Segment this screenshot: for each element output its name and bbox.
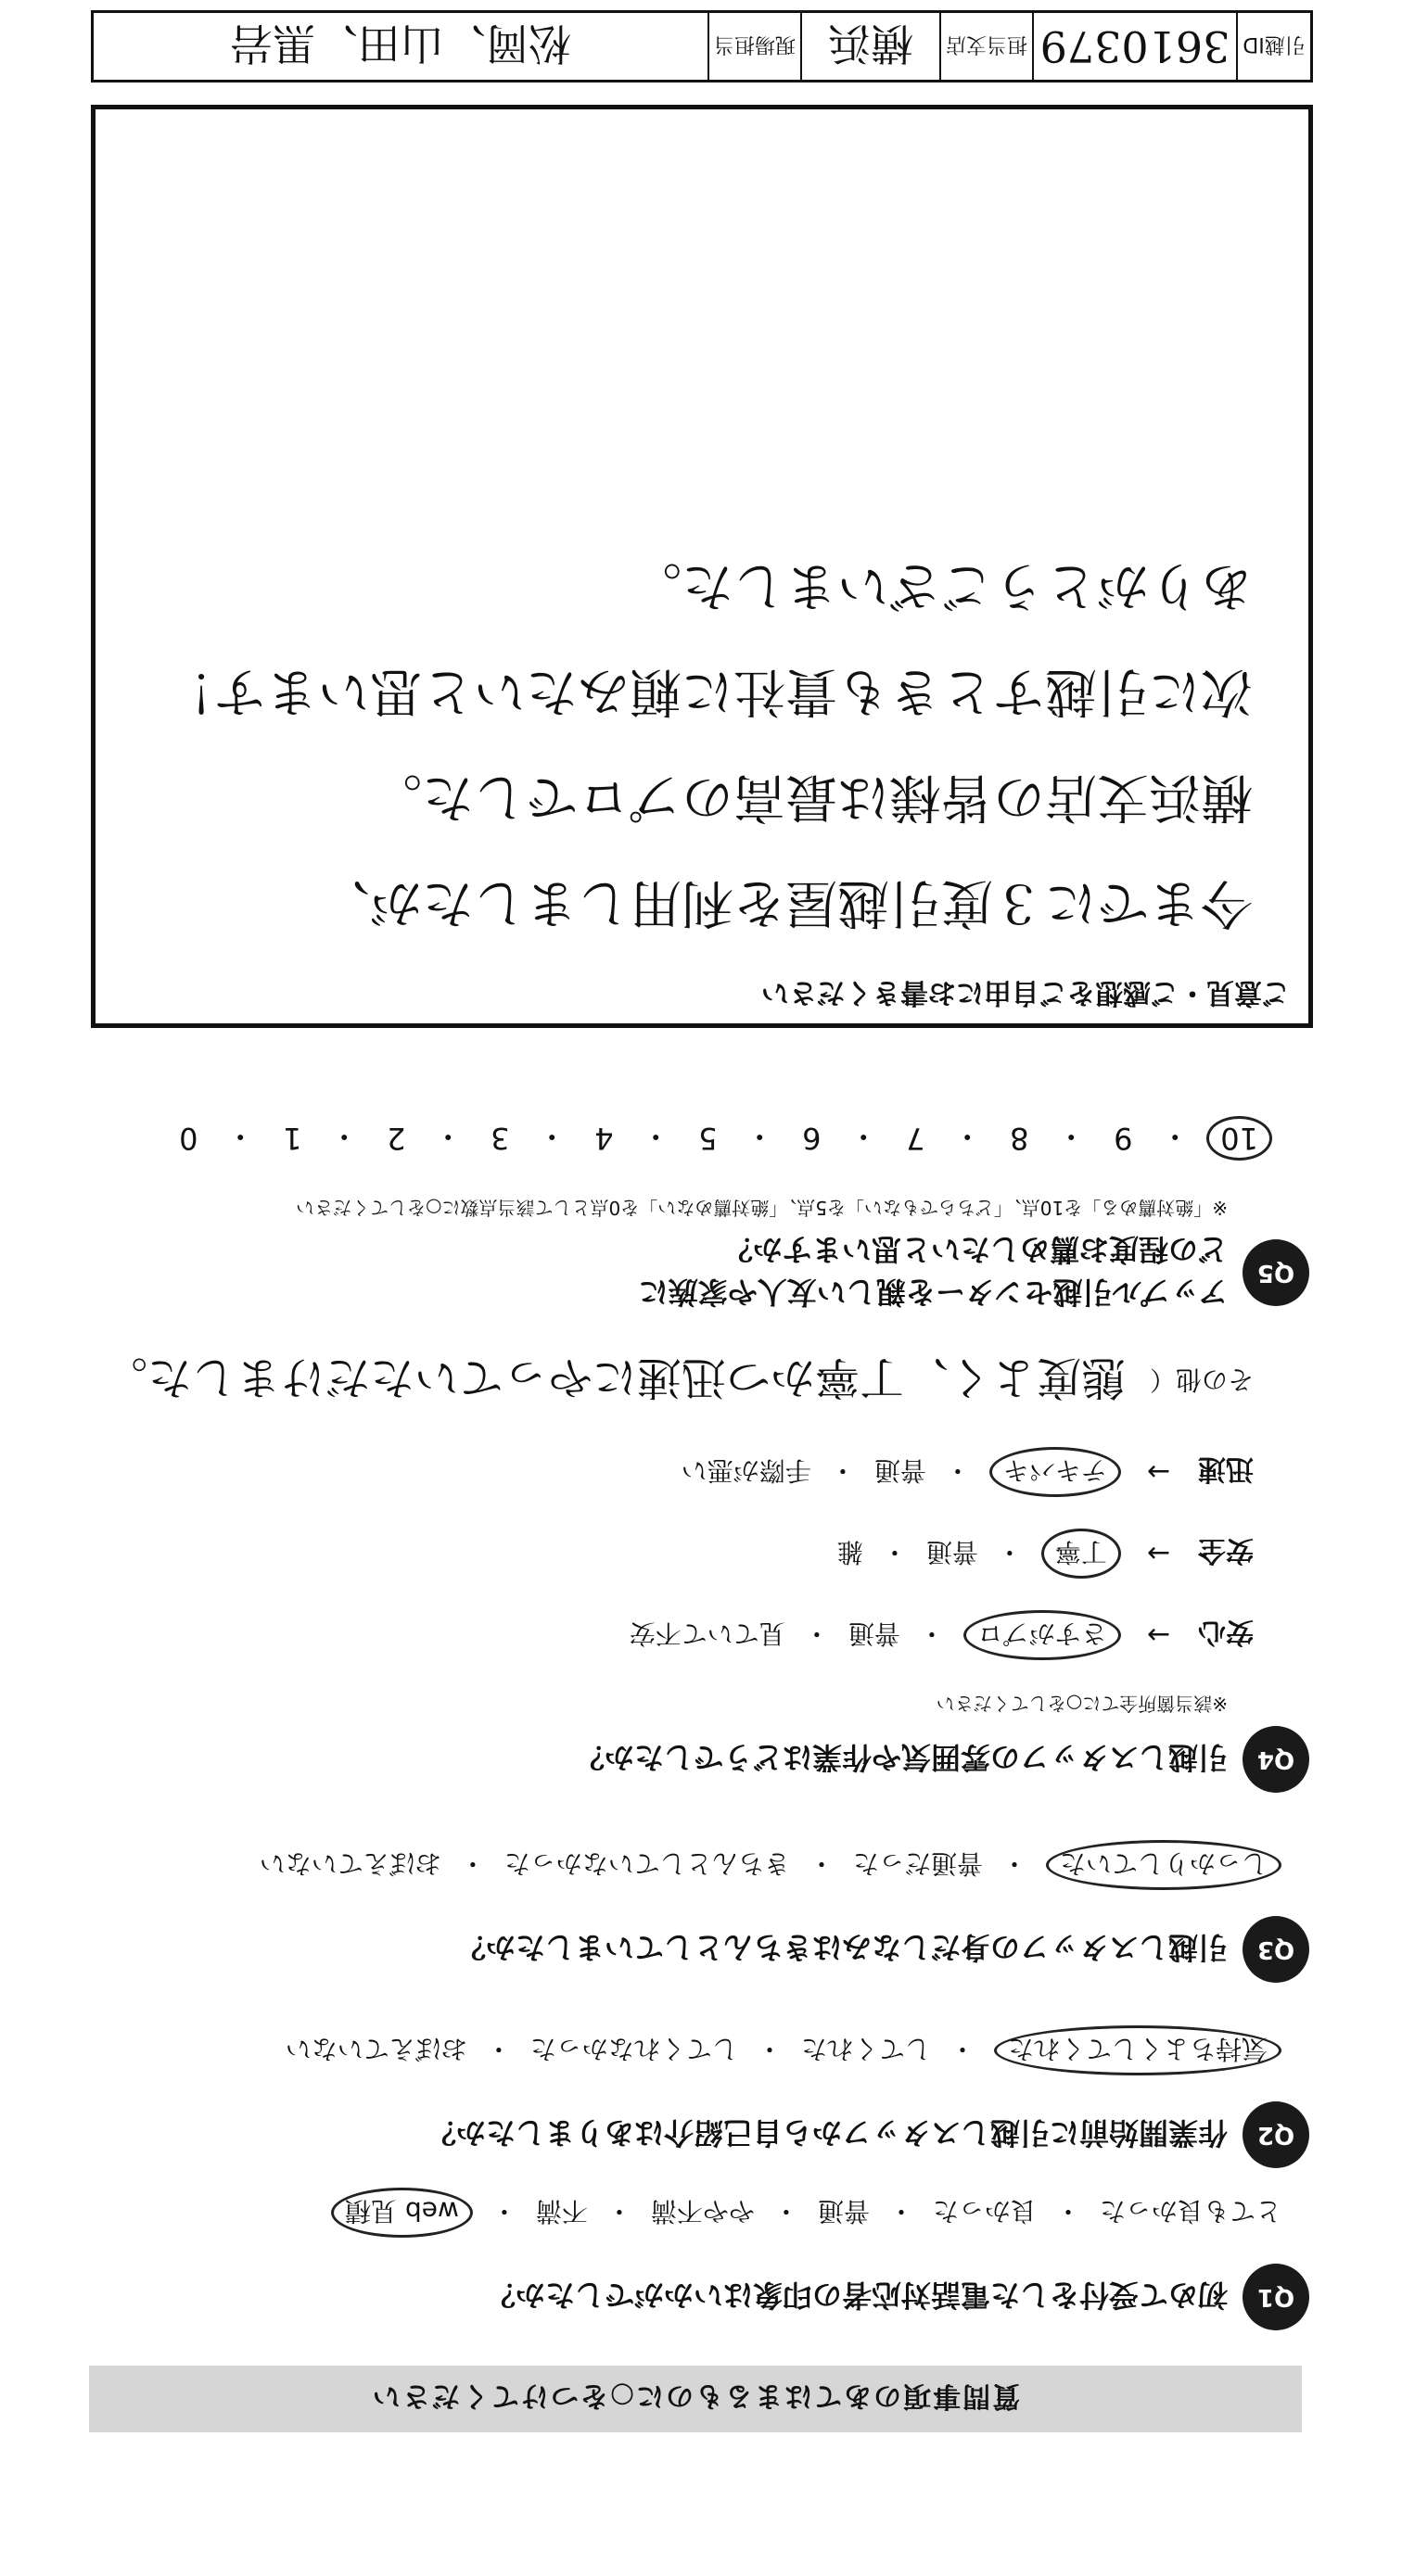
q5-score[interactable]: 4	[594, 1121, 614, 1156]
q4-row-label: 迅速	[1198, 1453, 1254, 1485]
branch-label: 担当支店	[946, 32, 1028, 57]
q5-score[interactable]: 5	[698, 1121, 718, 1156]
q4-row-anshin: 安心 → さすがプロ ・ 普通 ・ 見ていて不安	[95, 1610, 1309, 1660]
q1-option[interactable]: 良かった	[932, 2196, 1037, 2227]
q2-option[interactable]: してくれた	[800, 2034, 931, 2064]
comment-line: 次に引越すときも貴社に頼みたいと思います！	[162, 661, 1253, 721]
comment-line: 横浜支店の皆様は最高のプロでした。	[370, 767, 1253, 827]
q1-option[interactable]: 不満	[535, 2196, 588, 2227]
q4-option[interactable]: 普通	[873, 1455, 926, 1486]
q5-badge: Q5	[1243, 1239, 1309, 1306]
q5-score[interactable]: 9	[1114, 1121, 1133, 1156]
id-label-cell	[1236, 13, 1310, 80]
q4-badge: Q4	[1243, 1726, 1309, 1793]
q2-option[interactable]: してくれなかった	[529, 2034, 738, 2064]
q4-note: ※該当箇所全てに○をしてください	[936, 1693, 1228, 1715]
question-4	[95, 1350, 1309, 1793]
instruction-text: 質問事項のあてはまるものに○をつけてください	[370, 2379, 1021, 2412]
comment-title: ご意見・ご感想をご自由にお書きください	[761, 976, 1290, 1009]
q4-option[interactable]: 普通	[925, 1537, 978, 1567]
id-label: 引越ID	[1243, 32, 1306, 57]
q1-text: 初めて受付をした電話対応者の印象はいかがでしたか？	[485, 2278, 1228, 2313]
question-3	[95, 1840, 1309, 1983]
q1-option[interactable]: とても良かった	[1099, 2196, 1281, 2227]
branch-value-cell[interactable]	[800, 13, 939, 80]
branch-label-cell	[939, 13, 1032, 80]
question-5	[95, 1116, 1309, 1315]
q5-score[interactable]: 2	[387, 1121, 406, 1156]
q5-score-selected[interactable]: 10	[1206, 1116, 1272, 1161]
arrow-icon: →	[1146, 1537, 1170, 1570]
q4-row-label: 安全	[1198, 1534, 1254, 1567]
q4-option-selected[interactable]: 丁寧	[1041, 1529, 1121, 1579]
instruction-banner	[89, 2366, 1302, 2432]
footer-table	[91, 10, 1313, 82]
q4-option[interactable]: 手際が悪い	[681, 1455, 811, 1486]
id-value: 3610379	[1039, 21, 1230, 71]
q3-badge: Q3	[1243, 1916, 1309, 1983]
staff-label: 現場担当	[714, 32, 797, 57]
comment-line: ありがとうございました。	[630, 555, 1253, 615]
comment-line: 今までに３度引越屋を利用しましたが、	[318, 872, 1253, 933]
q5-score[interactable]: 8	[1010, 1121, 1029, 1156]
q2-options: 気持ちよくしてくれた ・ してくれた ・ してくれなかった ・ おぼえていない	[95, 2025, 1309, 2075]
q5-score[interactable]: 1	[283, 1121, 302, 1156]
q1-badge: Q1	[1243, 2264, 1309, 2330]
branch-value: 横浜	[828, 19, 913, 69]
arrow-icon: →	[1146, 1455, 1170, 1489]
comment-box[interactable]	[91, 105, 1313, 1028]
q4-other-handwritten[interactable]: 態度よく、丁寧かつ迅速にやっていただけました。	[102, 1351, 1126, 1403]
staff-label-cell	[707, 13, 800, 80]
staff-signature: 松岡、山田、黒岩	[230, 19, 571, 69]
q3-option[interactable]: 普通だった	[852, 1848, 983, 1879]
q2-text: 作業開始前に引越しスタッフから自己紹介はありましたか？	[426, 2115, 1228, 2151]
q5-score[interactable]: 3	[491, 1121, 510, 1156]
q4-text: 引越しスタッフの雰囲気や作業はどうでしたか？	[574, 1740, 1228, 1775]
q5-text-line2: どの程度お薦めしたいと思いますか？	[722, 1232, 1228, 1267]
q5-scale: 10 ・ 9 ・ 8 ・ 7 ・ 6 ・ 5 ・ 4 ・ 3 ・ 2 ・ 1 ・ 0	[95, 1116, 1309, 1161]
staff-signature-cell[interactable]	[94, 13, 707, 80]
q3-options: しっかりしていた ・ 普通だった ・ きちんとしていなかった ・ おぼえていない	[95, 1840, 1309, 1890]
q2-badge: Q2	[1243, 2101, 1309, 2168]
q1-option-selected[interactable]: web 見積	[331, 2188, 473, 2238]
q4-option[interactable]: 見ていて不安	[629, 1618, 785, 1649]
question-2	[95, 2025, 1309, 2168]
q4-row-label: 安心	[1198, 1616, 1254, 1648]
q5-text-line1: アップル引越センターを親しい友人や家族に	[638, 1275, 1228, 1310]
q4-row-anzen: 安全 → 丁寧 ・ 普通 ・ 雑	[95, 1529, 1309, 1579]
q5-score[interactable]: 6	[802, 1121, 822, 1156]
q4-other-label: その他（	[1149, 1364, 1254, 1396]
q5-score[interactable]: 7	[906, 1121, 925, 1156]
q4-other	[95, 1350, 1309, 1414]
id-value-cell[interactable]	[1032, 13, 1236, 80]
q4-option-selected[interactable]: テキパキ	[989, 1447, 1121, 1497]
q4-option-selected[interactable]: さすがプロ	[963, 1610, 1121, 1660]
q1-option[interactable]: 普通	[817, 2196, 870, 2227]
q4-option[interactable]: 普通	[848, 1618, 900, 1649]
q3-option[interactable]: きちんとしていなかった	[503, 1848, 790, 1879]
q3-option-selected[interactable]: しっかりしていた	[1046, 1840, 1281, 1890]
q2-option-selected[interactable]: 気持ちよくしてくれた	[994, 2025, 1281, 2075]
q1-options: とても良かった ・ 良かった ・ 普通 ・ やや不満 ・ 不満 ・ web 見積	[95, 2188, 1309, 2238]
q3-option[interactable]: おぼえていない	[259, 1848, 441, 1879]
q1-option[interactable]: やや不満	[650, 2196, 755, 2227]
question-1	[95, 2188, 1309, 2330]
q5-score[interactable]: 0	[179, 1121, 198, 1156]
q2-option[interactable]: おぼえていない	[285, 2034, 467, 2064]
q3-text: 引越しスタッフの身だしなみはきちんとしていましたか？	[455, 1930, 1228, 1965]
q5-note: ※「絶対薦める」を10点、「どちらでもない」を5点、「絶対薦めない」を0点として該当点数に○をしてください	[296, 1197, 1228, 1219]
q4-option[interactable]: 雑	[836, 1537, 863, 1567]
q4-row-jinsoku: 迅速 → テキパキ ・ 普通 ・ 手際が悪い	[95, 1447, 1309, 1497]
arrow-icon: →	[1146, 1618, 1170, 1652]
